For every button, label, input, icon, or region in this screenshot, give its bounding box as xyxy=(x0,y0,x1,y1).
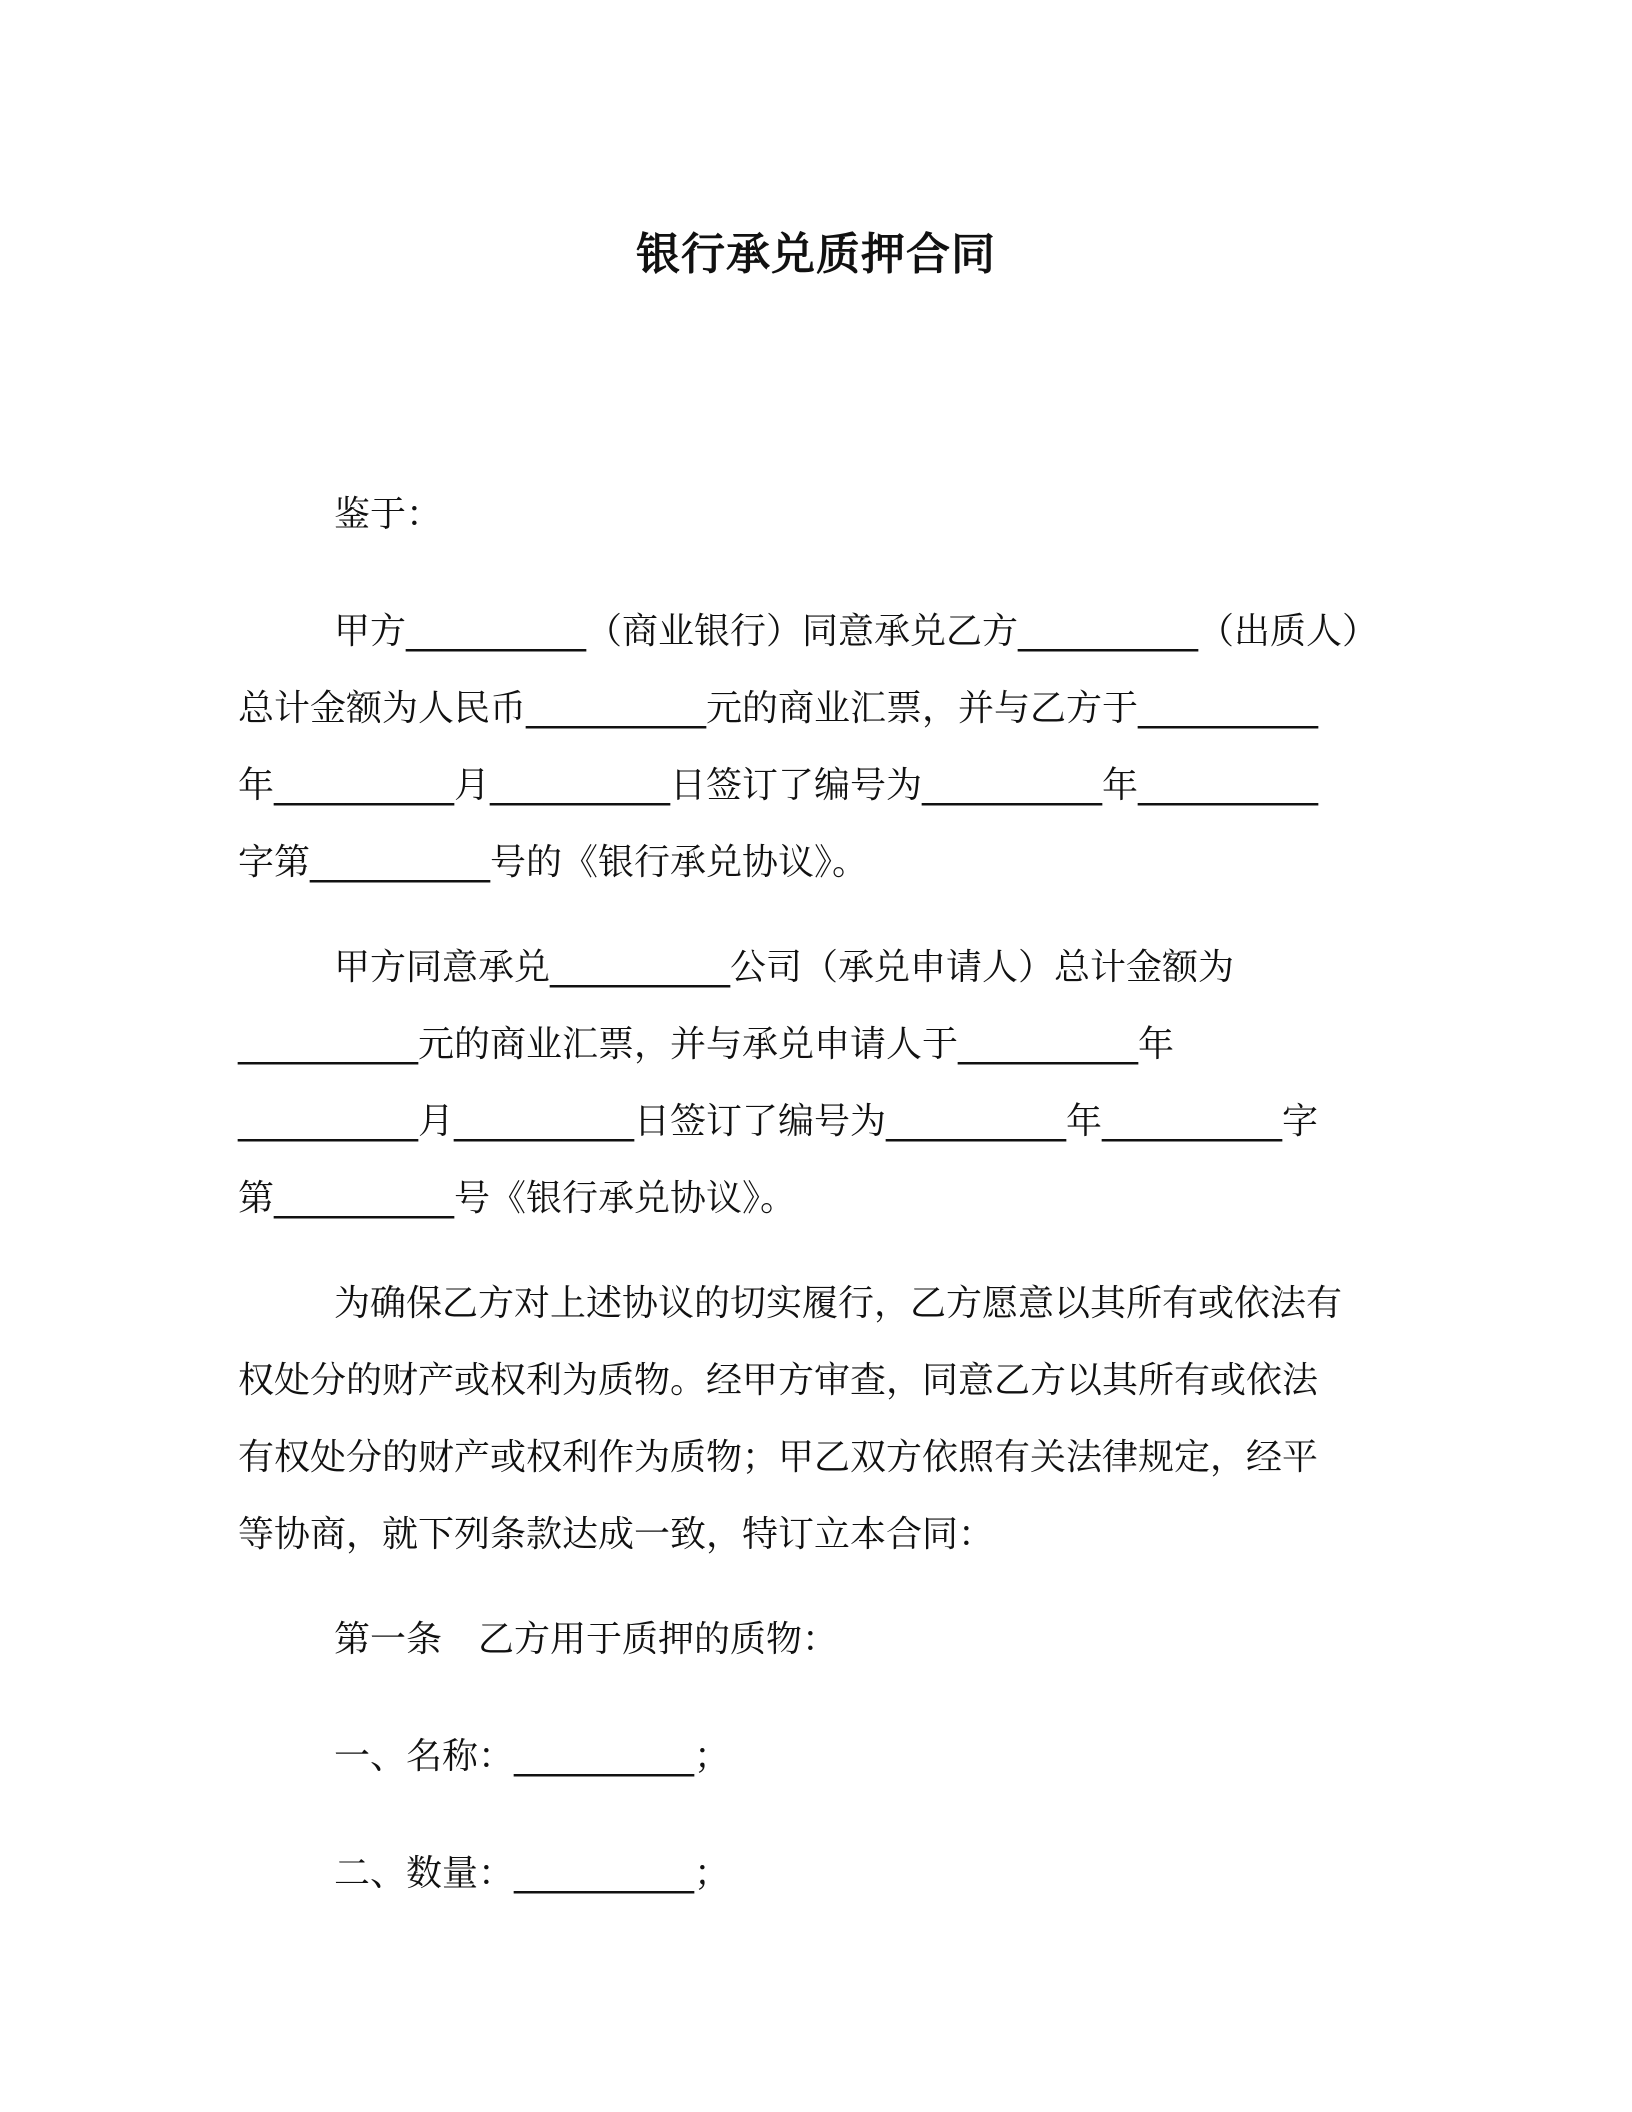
paragraph-line: 第__________号《银行承兑协议》。 xyxy=(238,1178,797,1219)
paragraph-line: 为确保乙方对上述协议的切实履行，乙方愿意以其所有或依法有 xyxy=(334,1283,1343,1324)
pledge-quantity-line: 二、数量：__________； xyxy=(334,1853,731,1894)
paragraph-line: 等协商，就下列条款达成一致，特订立本合同： xyxy=(238,1514,995,1555)
paragraph-line: 字第__________号的《银行承兑协议》。 xyxy=(238,842,869,883)
article-1-heading: 第一条 乙方用于质押的质物： xyxy=(334,1619,839,1660)
paragraph-line: __________月__________日签订了编号为__________年__________字 xyxy=(238,1101,1319,1142)
paragraph-line: 有权处分的财产或权利作为质物；甲乙双方依照有关法律规定，经平 xyxy=(238,1437,1319,1478)
pledge-name-line: 一、名称：__________； xyxy=(334,1736,731,1777)
paragraph-recital-3 xyxy=(238,1279,1408,1587)
paragraph-line: 权处分的财产或权利为质物。经甲方审查，同意乙方以其所有或依法 xyxy=(238,1360,1319,1401)
paragraph-line: 甲方同意承兑__________公司（承兑申请人）总计金额为 xyxy=(334,947,1235,988)
paragraph-line: 甲方__________（商业银行）同意承兑乙方__________（出质人） xyxy=(334,611,1379,652)
paragraph-recital-2 xyxy=(238,943,1408,1251)
paragraph-line: __________元的商业汇票，并与承兑申请人于__________年 xyxy=(238,1024,1175,1065)
paragraph-line: 年__________月__________日签订了编号为__________年__________ xyxy=(238,765,1319,806)
paragraph-recital-1 xyxy=(238,607,1408,915)
paragraph-line: 总计金额为人民币__________元的商业汇票，并与乙方于__________ xyxy=(238,688,1319,729)
document-body xyxy=(238,490,1408,1926)
paragraph-recital-heading: 鉴于： xyxy=(334,494,443,535)
document-title: 银行承兑质押合同 xyxy=(636,229,996,280)
